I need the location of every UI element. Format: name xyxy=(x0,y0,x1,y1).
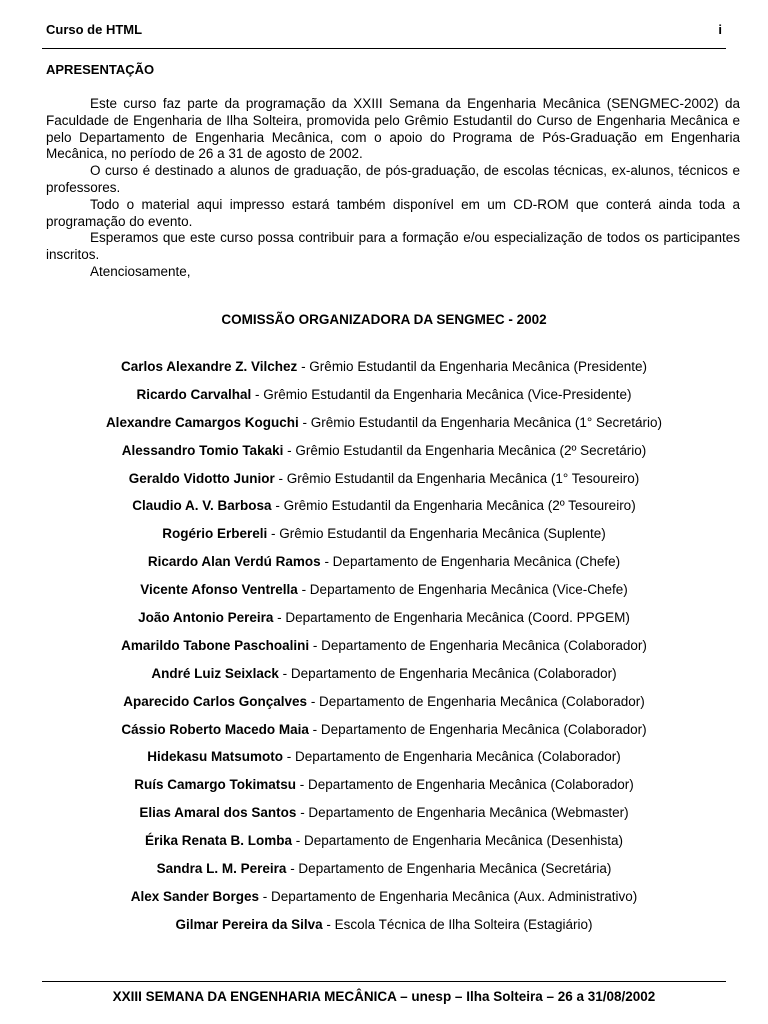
committee-member xyxy=(0,552,768,580)
paragraph: O curso é destinado a alunos de graduação, de pós-graduação, de escolas técnicas, ex-alunos, técnicos e professores. xyxy=(46,163,740,195)
member-name: Hidekasu Matsumoto xyxy=(147,749,284,765)
paragraph: Este curso faz parte da programação da XXIII Semana da Engenharia Mecânica (SENGMEC-2002) da Faculdade de Engenharia de Ilha Solteira, promovida pelo Grêmio Estudantil do Curso de Engenharia Mecânica e pelo Departamento de Engenharia Mecânica, com o apoio do Programa de Pós-Graduação em Engenharia Mecânica, no período de 26 a 31 de agosto de 2002. xyxy=(46,96,740,162)
member-role: - Departamento de Engenharia Mecânica (Colaborador) xyxy=(307,693,645,709)
member-role: - Grêmio Estudantil da Engenharia Mecânica (1° Tesoureiro) xyxy=(274,470,640,486)
member-name: Geraldo Vidotto Junior xyxy=(128,470,275,486)
committee-member xyxy=(0,469,768,497)
committee-member xyxy=(0,720,768,748)
member-name: Rogério Erbereli xyxy=(162,526,268,542)
member-role: - Departamento de Engenharia Mecânica (Vice-Chefe) xyxy=(297,582,628,598)
member-role: - Departamento de Engenharia Mecânica (Colaborador) xyxy=(308,721,647,737)
member-role: - Grêmio Estudantil da Engenharia Mecânica (1° Secretário) xyxy=(298,414,663,430)
committee-member xyxy=(0,664,768,692)
member-name: Sandra L. M. Pereira xyxy=(156,861,287,877)
member-name: Carlos Alexandre Z. Vilchez xyxy=(120,359,298,374)
member-name: Alex Sander Borges xyxy=(130,888,260,904)
committee-member xyxy=(0,692,768,720)
member-role: - Departamento de Engenharia Mecânica (Colaborador) xyxy=(278,665,617,681)
member-role: - Departamento de Engenharia Mecânica (Colaborador) xyxy=(283,749,621,765)
member-role: - Departamento de Engenharia Mecânica (Secretária) xyxy=(286,861,612,877)
committee-member xyxy=(0,915,768,943)
committee-member xyxy=(0,524,768,552)
committee-member xyxy=(0,413,768,441)
committee-member xyxy=(0,608,768,636)
intro-text xyxy=(46,96,740,281)
member-name: Alessandro Tomio Takaki xyxy=(121,442,284,458)
header-title: Curso de HTML xyxy=(46,22,143,37)
member-role: - Grêmio Estudantil da Engenharia Mecânica (2º Tesoureiro) xyxy=(271,498,636,514)
paragraph: Todo o material aqui impresso estará também disponível em um CD-ROM que conterá ainda toda a programação do evento. xyxy=(46,196,740,229)
member-role: - Grêmio Estudantil da Engenharia Mecânica (Vice-Presidente) xyxy=(251,386,632,402)
member-role: - Departamento de Engenharia Mecânica (Chefe) xyxy=(320,554,621,570)
member-name: Elias Amaral dos Santos xyxy=(139,805,297,821)
member-role: - Departamento de Engenharia Mecânica (Aux. Administrativo) xyxy=(259,888,638,904)
member-name: João Antonio Pereira xyxy=(138,610,274,626)
member-role: - Grêmio Estudantil da Engenharia Mecânica (Presidente) xyxy=(297,359,647,374)
member-name: Claudio A. V. Barbosa xyxy=(132,498,272,514)
member-role: - Grêmio Estudantil da Engenharia Mecânica (2º Secretário) xyxy=(283,442,647,458)
paragraph: Esperamos que este curso possa contribuir para a formação e/ou especialização de todos os participantes inscritos. xyxy=(46,230,740,263)
committee-member xyxy=(0,496,768,524)
committee-member xyxy=(0,831,768,859)
committee-member xyxy=(0,775,768,803)
committee-member xyxy=(0,803,768,831)
member-role: - Departamento de Engenharia Mecânica (Colaborador) xyxy=(296,777,634,793)
member-role: - Departamento de Engenharia Mecânica (Colaborador) xyxy=(309,637,647,653)
member-role: - Departamento de Engenharia Mecânica (Coord. PPGEM) xyxy=(273,610,630,626)
member-name: Amarildo Tabone Paschoalini xyxy=(121,637,310,653)
member-name: Ricardo Alan Verdú Ramos xyxy=(147,554,321,570)
paragraph: Atenciosamente, xyxy=(90,263,191,279)
committee-member xyxy=(0,357,768,385)
section-title: APRESENTAÇÃO xyxy=(46,62,155,77)
member-name: Gilmar Pereira da Silva xyxy=(175,916,323,932)
member-name: Érika Renata B. Lomba xyxy=(145,833,293,849)
member-role: - Departamento de Engenharia Mecânica (Desenhista) xyxy=(292,833,623,849)
member-name: Ricardo Carvalhal xyxy=(136,386,252,402)
member-name: Alexandre Camargos Koguchi xyxy=(105,414,299,430)
committee-list xyxy=(0,357,768,943)
committee-member xyxy=(0,747,768,775)
page-footer: XXIII SEMANA DA ENGENHARIA MECÂNICA – unesp – Ilha Solteira – 26 a 31/08/2002 xyxy=(112,989,656,1004)
member-role: - Grêmio Estudantil da Engenharia Mecânica (Suplente) xyxy=(267,526,606,542)
committee-title: COMISSÃO ORGANIZADORA DA SENGMEC - 2002 xyxy=(221,312,547,327)
member-name: André Luiz Seixlack xyxy=(151,665,279,681)
committee-member xyxy=(0,441,768,469)
member-name: Aparecido Carlos Gonçalves xyxy=(123,693,308,709)
committee-member xyxy=(0,636,768,664)
page-number: i xyxy=(718,22,722,37)
member-name: Ruís Camargo Tokimatsu xyxy=(134,777,297,793)
member-role: - Departamento de Engenharia Mecânica (Webmaster) xyxy=(296,805,629,821)
page-header xyxy=(46,22,722,37)
committee-member xyxy=(0,580,768,608)
member-name: Cássio Roberto Macedo Maia xyxy=(121,721,309,737)
member-role: - Escola Técnica de Ilha Solteira (Estagiário) xyxy=(322,916,593,932)
committee-member xyxy=(0,385,768,413)
header-rule xyxy=(42,48,726,49)
committee-member xyxy=(0,887,768,915)
committee-member xyxy=(0,859,768,887)
member-name: Vicente Afonso Ventrella xyxy=(140,582,298,598)
footer-rule xyxy=(42,981,726,982)
